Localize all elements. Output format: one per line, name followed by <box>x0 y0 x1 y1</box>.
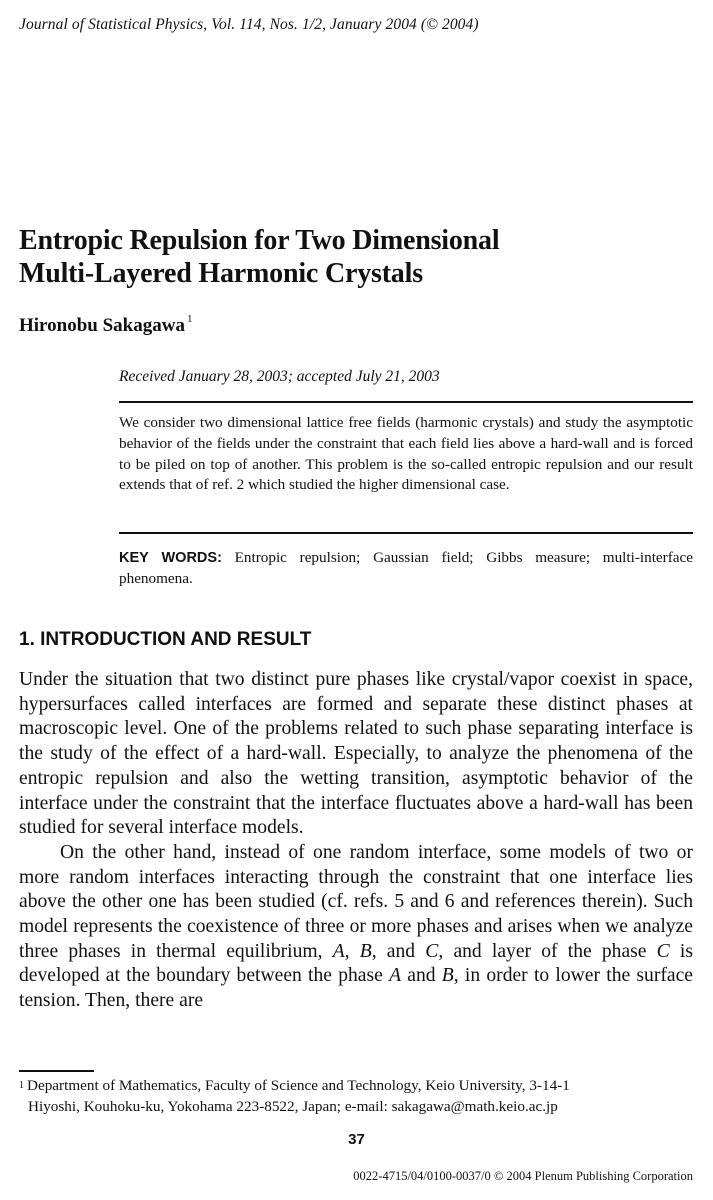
sep-2: , and <box>371 940 426 962</box>
abstract-top-rule <box>119 401 693 403</box>
author-name: Hironobu Sakagawa <box>19 315 185 336</box>
paragraph-2-end: , in order to lower the surface tension. Then, there are <box>19 965 693 1012</box>
title-line-1: Entropic Repulsion for Two Dimensional <box>19 225 500 256</box>
section-heading: 1. INTRODUCTION AND RESULT <box>19 629 312 650</box>
keywords <box>119 548 693 590</box>
keywords-label: KEY WORDS: <box>119 550 222 566</box>
page-number: 37 <box>348 1131 365 1148</box>
sep-5: and <box>401 965 442 987</box>
author-footnote-mark: 1 <box>186 313 193 325</box>
footnote-line-2: Hiyoshi, Kouhoku-ku, Yokohama 223-8522, Japan; e-mail: sakagawa@math.keio.ac.jp <box>28 1097 558 1115</box>
var-b: B <box>359 940 372 962</box>
footnote-mark: 1 <box>19 1080 24 1091</box>
sep-3: , and layer of the phase <box>438 940 657 962</box>
sep-1: , <box>344 940 360 962</box>
footnote <box>19 1076 693 1118</box>
sep-4: is developed at the boundary between the phase <box>19 940 693 987</box>
author <box>19 315 192 337</box>
var-a: A <box>332 940 345 962</box>
var-b-2: B <box>441 965 454 987</box>
var-a-2: A <box>389 965 402 987</box>
received-date: Received January 28, 2003; accepted July 21, 2003 <box>119 368 440 385</box>
abstract-bottom-rule <box>119 532 693 534</box>
footnote-line-1: Department of Mathematics, Faculty of Science and Technology, Keio University, 3-14-1 <box>27 1077 570 1094</box>
var-c-2: C <box>656 940 670 962</box>
footnote-rule <box>19 1070 94 1072</box>
paragraph-1: Under the situation that two distinct pure phases like crystal/vapor coexist in space, hypersurfaces called interfaces are formed and separate these distinct phases at macroscopic level. One of the problems related to such phase separating interface is the study of the effect of a hard-wall. Especially, to analyze the phenomena of the entropic repulsion and also the wetting transition, asymptotic behavior of the interface under the constraint that the interface fluctuates above a hard-wall has been studied for several interface models. <box>19 669 693 839</box>
paragraph-2 <box>19 841 693 1014</box>
keywords-text: Entropic repulsion; Gaussian field; Gibbs measure; multi-interface phenomena. <box>119 549 693 587</box>
paragraph-2-text: On the other hand, instead of one random interface, some models of two or more random interfaces interacting through the constraint that one interface lies above the other one has been studied (cf. refs. 5 and 6 and references therein). Such model represents the coexistence of three or more phases and arises when we analyze three phases in thermal equilibrium, <box>19 841 693 962</box>
copyright-line: 0022-4715/04/0100-0037/0 © 2004 Plenum Publishing Corporation <box>353 1169 693 1183</box>
abstract: We consider two dimensional lattice free fields (harmonic crystals) and study the asymptotic behavior of the fields under the constraint that each field lies above a hard-wall and is forced to be piled on top of another. This problem is the so-called entropic repulsion and our result extends that of ref. 2 which studied the higher dimensional case. <box>119 414 693 494</box>
title-line-2: Multi-Layered Harmonic Crystals <box>19 258 423 289</box>
body-text <box>19 668 693 1014</box>
paper-title <box>19 224 699 290</box>
var-c: C <box>425 940 439 962</box>
journal-header: Journal of Statistical Physics, Vol. 114, Nos. 1/2, January 2004 (© 2004) <box>19 16 479 33</box>
